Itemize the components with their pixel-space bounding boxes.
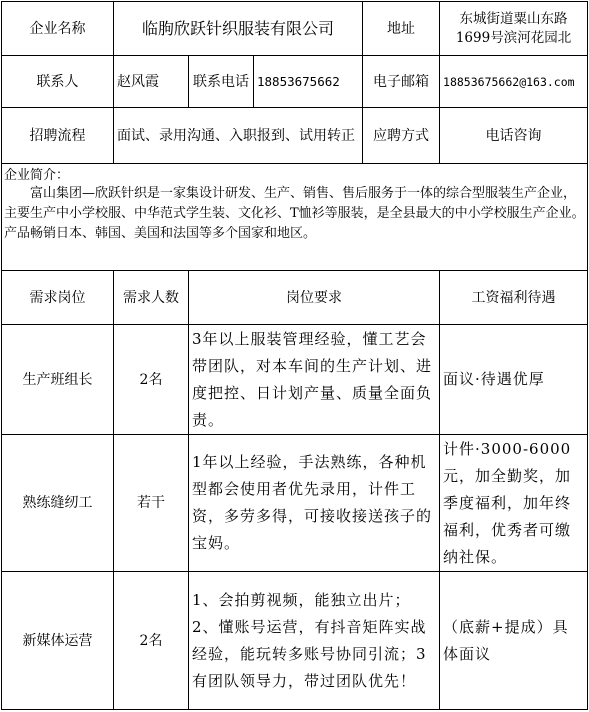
jobs-header-row <box>2 271 588 325</box>
job-count: 2名 <box>114 572 189 710</box>
job-salary: 计件·3000-6000元，加全勤奖，加季度福利，加年终福利，优秀者可缴纳社保。 <box>440 435 588 572</box>
company-row <box>2 2 588 56</box>
process-label: 招聘流程 <box>2 108 114 164</box>
company-intro <box>2 164 588 271</box>
requirements-header: 岗位要求 <box>189 271 440 325</box>
company-label: 企业名称 <box>2 2 114 56</box>
company-name: 临朐欣跃针织服装有限公司 <box>114 2 363 56</box>
apply-value: 电话咨询 <box>440 108 588 164</box>
job-requirements: 3年以上服装管理经验，懂工艺会带团队，对本车间的生产计划、进度把控、日计划产量、质量全面负责。 <box>189 325 440 435</box>
job-row <box>2 435 588 572</box>
position-header: 需求岗位 <box>2 271 114 325</box>
phone-value: 18853675662 <box>254 56 363 108</box>
apply-label: 应聘方式 <box>363 108 440 164</box>
intro-row <box>2 164 588 271</box>
email-value: 18853675662@163.com <box>440 56 588 108</box>
count-header: 需求人数 <box>114 271 189 325</box>
job-salary: （底薪+提成）具体面议 <box>440 572 588 710</box>
salary-header: 工资福利待遇 <box>440 271 588 325</box>
job-position: 生产班组长 <box>2 325 114 435</box>
job-count: 2名 <box>114 325 189 435</box>
job-salary: 面议·待遇优厚 <box>440 325 588 435</box>
contact-value: 赵风霞 <box>114 56 189 108</box>
job-position: 新媒体运营 <box>2 572 114 710</box>
job-requirements: 1、会拍剪视频，能独立出片；2、懂账号运营，有抖音矩阵实战经验，能玩转多账号协同引流；3有团队领导力，带过团队优先！ <box>189 572 440 710</box>
phone-label: 联系电话 <box>189 56 254 108</box>
address-value: 东城街道粟山东路1699号滨河花园北 <box>440 2 588 56</box>
intro-title: 企业简介： <box>4 168 70 183</box>
contact-row <box>2 56 588 108</box>
job-count: 若干 <box>114 435 189 572</box>
job-position: 熟练缝纫工 <box>2 435 114 572</box>
process-row <box>2 108 588 164</box>
process-value: 面试、录用沟通、入职报到、试用转正 <box>114 108 363 164</box>
contact-label: 联系人 <box>2 56 114 108</box>
address-label: 地址 <box>363 2 440 56</box>
intro-body: 富山集团—欣跃针织是一家集设计研发、生产、销售、售后服务于一体的综合型服装生产企业，主要生产中小学校服、中华范式学生装、文化衫、T恤衫等服装，是全县最大的中小学校服生产企业。产品畅销日本、韩国、美国和法国等多个国家和地区。 <box>4 186 585 241</box>
job-row <box>2 325 588 435</box>
recruitment-table <box>1 1 588 710</box>
job-row <box>2 572 588 710</box>
job-requirements: 1年以上经验，手法熟练，各种机型都会使用者优先录用，计件工资，多劳多得，可接收接送孩子的宝妈。 <box>189 435 440 572</box>
email-label: 电子邮箱 <box>363 56 440 108</box>
